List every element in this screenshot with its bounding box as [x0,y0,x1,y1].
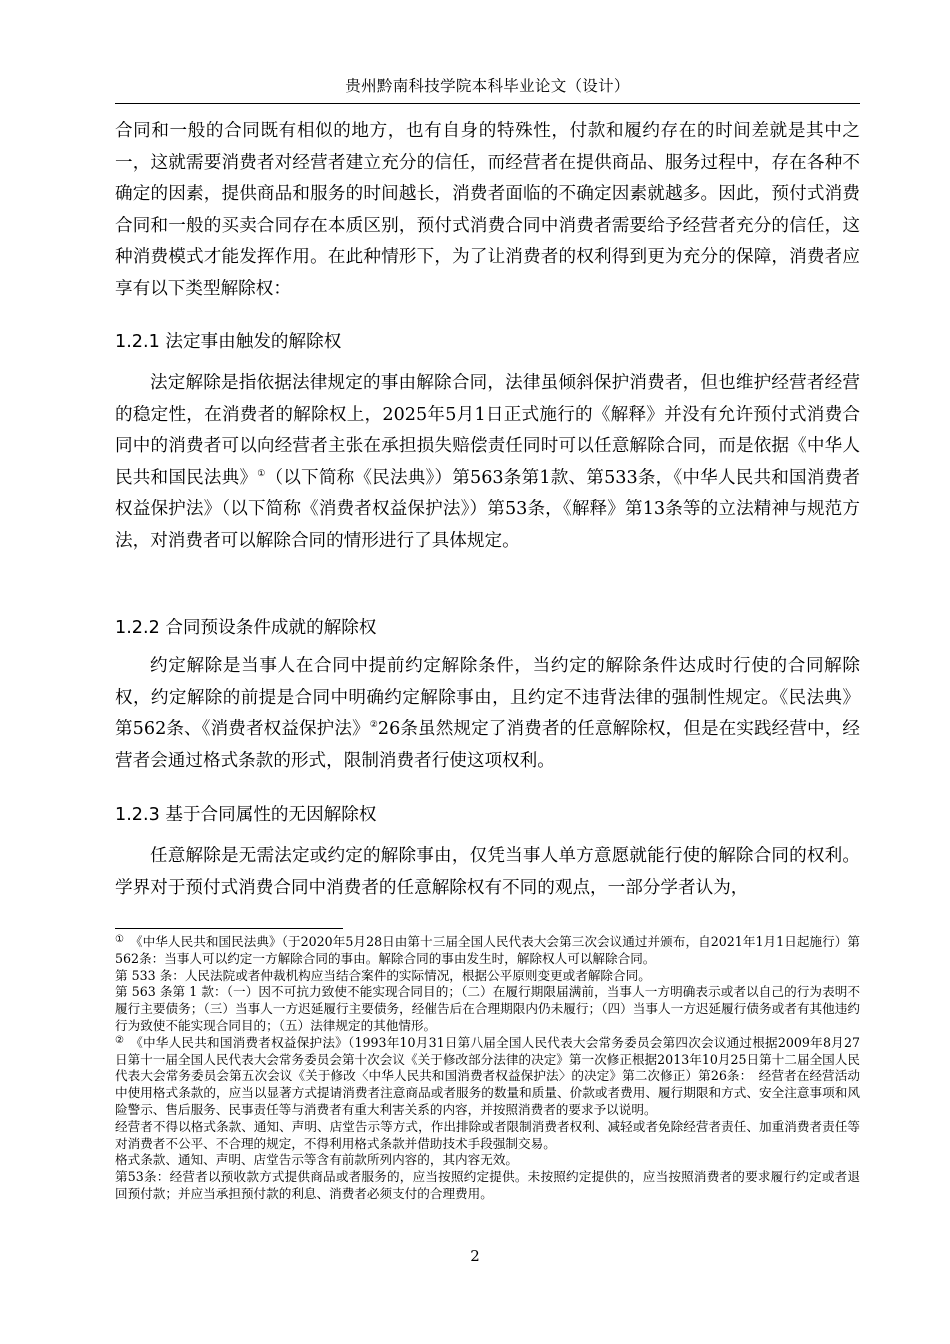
section-3-paragraph: 任意解除是无需法定或约定的解除事由，仅凭当事人单方意愿就能行使的解除合同的权利。学界对于预付式消费合同中消费者的任意解除权有不同的观点，一部分学者认为， [115,846,860,898]
footnote-1-line-b: 第 533 条：人民法院或者仲裁机构应当结合案件的实际情况，根据公平原则变更或者解除合同。 [115,967,651,983]
footnote-mark-1: ① [115,934,125,945]
footnote-2 [115,1035,860,1119]
section-1-text-b: （以下简称《民法典》）第563条第1款、第533条，《中华人民共和国消费者权益保护法》（以下简称《消费者权益保护法》）第53条，《解释》第13条等的立法精神与规范方法，对消费者可以解除合同的情形进行了具体规定。 [115,467,860,551]
footnote-1 [115,934,860,968]
section-1-paragraph [115,368,860,557]
footnote-1-line-c: 第 563 条第 1 款：（一）因不可抗力致使不能实现合同目的；（二）在履行期限届满前，当事人一方明确表示或者以自己的行为表明不履行主要债务；（三）当事人一方迟延履行主要债务，经催告后在合理期限内仍未履行；（四）当事人一方迟延履行债务或者有其他违约行为致使不能实现合同目的；（五）法律规定的其他情形。 [115,984,860,1033]
footnote-2-line-d: 第53条：经营者以预收款方式提供商品或者服务的，应当按照约定提供。未按照约定提供的，应当按照消费者的要求履行约定或者退回预付款；并应当承担预付款的利息、消费者必须支付的合理费用。 [115,1169,860,1201]
section-2-text-b: 26条虽然规定了消费者的任意解除权，但是在实践经营中，经营者会通过格式条款的形式，限制消费者行使这项权利。 [115,719,860,771]
section-heading-1-2-2: 1.2.2 合同预设条件成就的解除权 [115,618,377,638]
footnote-2-text-a: 《中华人民共和国消费者权益保护法》（1993年10月31日第八届全国人民代表大会常务委员会第四次会议通过根据2009年8月27日第十一届全国人民代表大会常务委员会第十次会议《关于修改部分法律的决定》第一次修正根据2013年10月25日第十二届全国人民代表大会常务委员会第五次会议《关于修改〈中华人民共和国消费者权益保护法〉的决定》第二次修正）第26条： 经营者在经营活动中使用格式条款的，应当以显著方式提请消费者注意商品或者服务的数量和质量、价款或者费用、履行期限和方式、安全注意事项和风险警示、售后服务、民事责任等与消费者有重大利害关系的内容，并按照消费者的要求予以说明。 [115,1034,861,1117]
section-1-text-a: 法定解除是指依据法律规定的事由解除合同，法律虽倾斜保护消费者，但也维护经营者经营的稳定性，在消费者的解除权上，2025年5月1日正式施行的《解释》并没有允许预付式消费合同中的消费者可以向经营者主张在承担损失赔偿责任同时可以任意解除合同，而是依据《中华人民共和国民法典》 [115,373,860,488]
footnote-mark-2: ② [115,1034,125,1046]
section-heading-1-2-1: 1.2.1 法定事由触发的解除权 [115,332,342,352]
section-2-text-a: 约定解除是当事人在合同中提前约定解除条件，当约定的解除条件达成时行使的合同解除权，约定解除的前提是合同中明确约定解除事由，且约定不违背法律的强制性规定。《民法典》第562条、《消费者权益保护法》 [115,656,860,739]
footnote-2-line-c: 格式条款、通知、声明、店堂告示等含有前款所列内容的，其内容无效。 [115,1152,518,1168]
page-number: 2 [470,1247,480,1265]
page-header: 贵州黔南科技学院本科毕业论文（设计） [345,77,630,95]
section-2-paragraph [115,651,860,777]
header-rule [115,103,860,104]
footnotes [115,934,860,1203]
intro-paragraph: 合同和一般的合同既有相似的地方，也有自身的特殊性，付款和履约存在的时间差就是其中之一，这就需要消费者对经营者建立充分的信任，而经营者在提供商品、服务过程中，存在各种不确定的因素，提供商品和服务的时间越长，消费者面临的不确定因素就越多。因此，预付式消费合同和一般的买卖合同存在本质区别，预付式消费合同中消费者需要给予经营者充分的信任，这种消费模式才能发挥作用。在此种情形下，为了让消费者的权利得到更为充分的保障，消费者应享有以下类型解除权： [115,121,860,299]
footnote-ref-2[interactable]: ② [369,720,378,730]
footnote-2-line-b: 经营者不得以格式条款、通知、声明、店堂告示等方式，作出排除或者限制消费者权利、减轻或者免除经营者责任、加重消费者责任等对消费者不公平、不合理的规定，不得利用格式条款并借助技术手段强制交易。 [115,1118,860,1151]
footnote-1-text-a: 《中华人民共和国民法典》（于2020年5月28日由第十三届全国人民代表大会第三次会议通过并颁布，自2021年1月1日起施行）第562条：当事人可以约定一方解除合同的事由。解除合同的事由发生时，解除权人可以解除合同。 [115,934,860,966]
footnote-ref-1[interactable]: ① [257,468,266,479]
section-heading-1-2-3: 1.2.3 基于合同属性的无因解除权 [115,805,377,825]
footnote-separator [115,928,343,929]
